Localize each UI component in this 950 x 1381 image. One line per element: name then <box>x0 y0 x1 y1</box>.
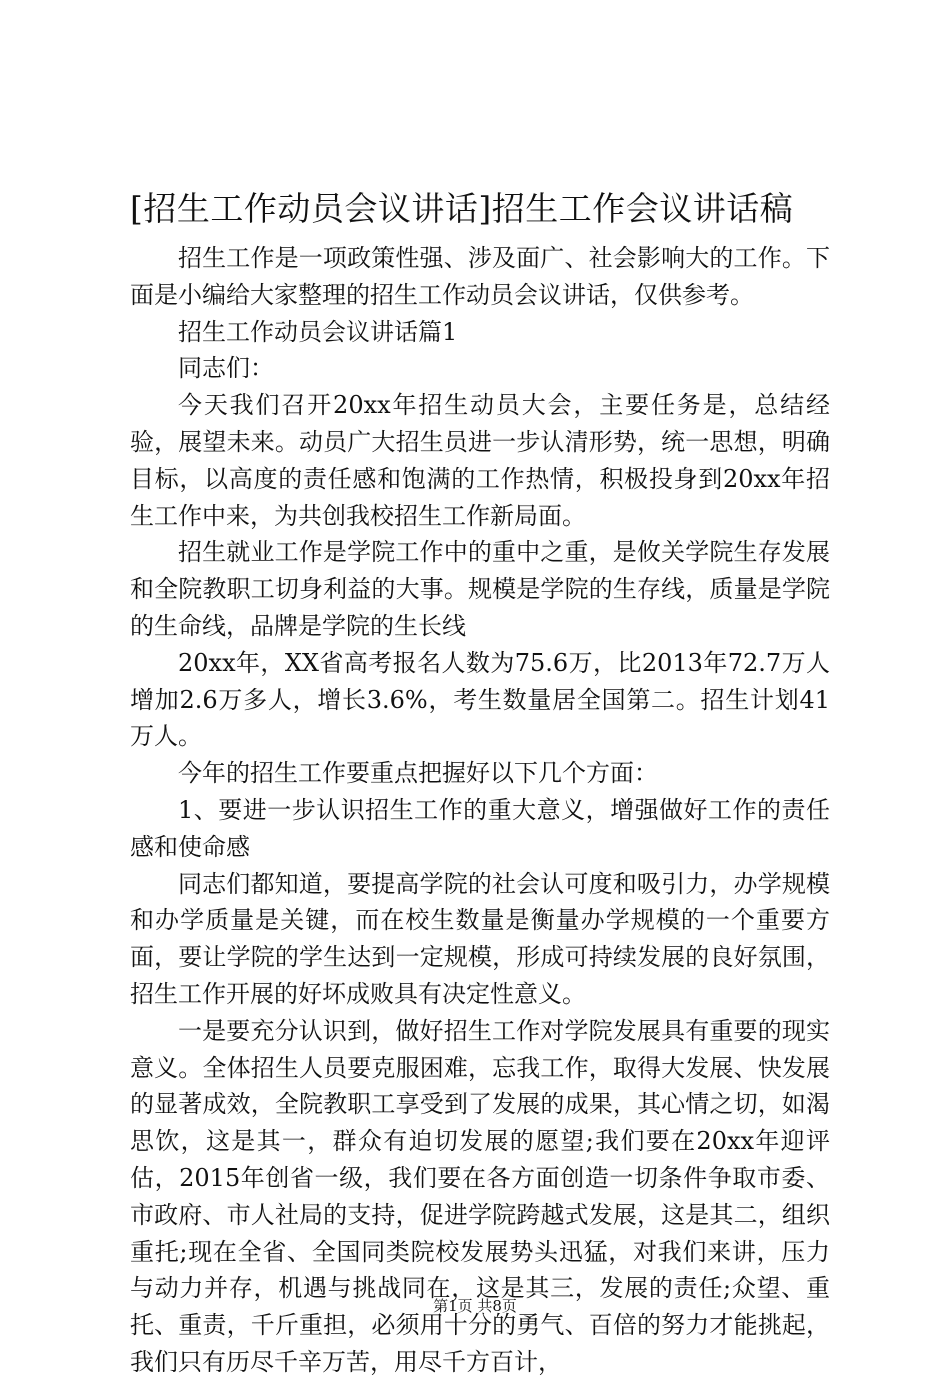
paragraph-section-heading: 招生工作动员会议讲话篇1 <box>178 317 458 346</box>
paragraph-intro: 招生工作是一项政策性强、涉及面广、社会影响大的工作。下面是小编给大家整理的招生工作动员会议讲话，仅供参考。 <box>130 244 830 309</box>
paragraph-meeting-purpose: 今天我们召开20xx年招生动员大会，主要任务是，总结经验，展望未来。动员广大招生员进一步认清形势，统一思想，明确目标，以高度的责任感和饱满的工作热情，积极投身到20xx年招生工作中来，为共创我校招生工作新局面。 <box>130 391 830 530</box>
paragraph-scale-quality: 同志们都知道，要提高学院的社会认可度和吸引力，办学规模和办学质量是关键，而在校生数量是衡量办学规模的一个重要方面，要让学院的学生达到一定规模，形成可持续发展的良好氛围，招生工作开展的好坏成败具有决定性意义。 <box>130 869 830 1008</box>
document-body <box>130 240 830 1381</box>
paragraph-first-aspect: 一是要充分认识到，做好招生工作对学院发展具有重要的现实意义。全体招生人员要克服困难，忘我工作，取得大发展、快发展的显著成效，全院教职工享受到了发展的成果，其心情之切，如渴思饮，这是其一，群众有迫切发展的愿望;我们要在20xx年迎评估，2015年创省一级，我们要在各方面创造一切条件争取市委、市政府、市人社局的支持，促进学院跨越式发展，这是其二，组织重托;现在全省、全国同类院校发展势头迅猛，对我们来讲，压力与动力并存，机遇与挑战同在，这是其三，发展的责任;众望、重托、重责，千斤重担，必须用十分的勇气、百倍的努力才能挑起，我们只有历尽千辛万苦，用尽千方百计， <box>130 1016 830 1376</box>
paragraph-importance: 招生就业工作是学院工作中的重中之重，是攸关学院生存发展和全院教职工切身利益的大事。规模是学院的生存线，质量是学院的生命线，品牌是学院的生长线 <box>130 538 830 640</box>
document-title: [招生工作动员会议讲话]招生工作会议讲话稿 <box>130 189 794 228</box>
page-footer: 第1页 共8页 <box>433 1297 517 1315</box>
paragraph-salutation: 同志们： <box>178 354 274 383</box>
paragraph-point-1-heading: 1、要进一步认识招生工作的重大意义，增强做好工作的责任感和使命感 <box>130 795 830 861</box>
paragraph-key-points-intro: 今年的招生工作要重点把握好以下几个方面： <box>178 759 658 788</box>
paragraph-statistics: 20xx年，XX省高考报名人数为75.6万，比2013年72.7万人增加2.6万多人，增长3.6%，考生数量居全国第二。招生计划41万人。 <box>130 648 830 751</box>
